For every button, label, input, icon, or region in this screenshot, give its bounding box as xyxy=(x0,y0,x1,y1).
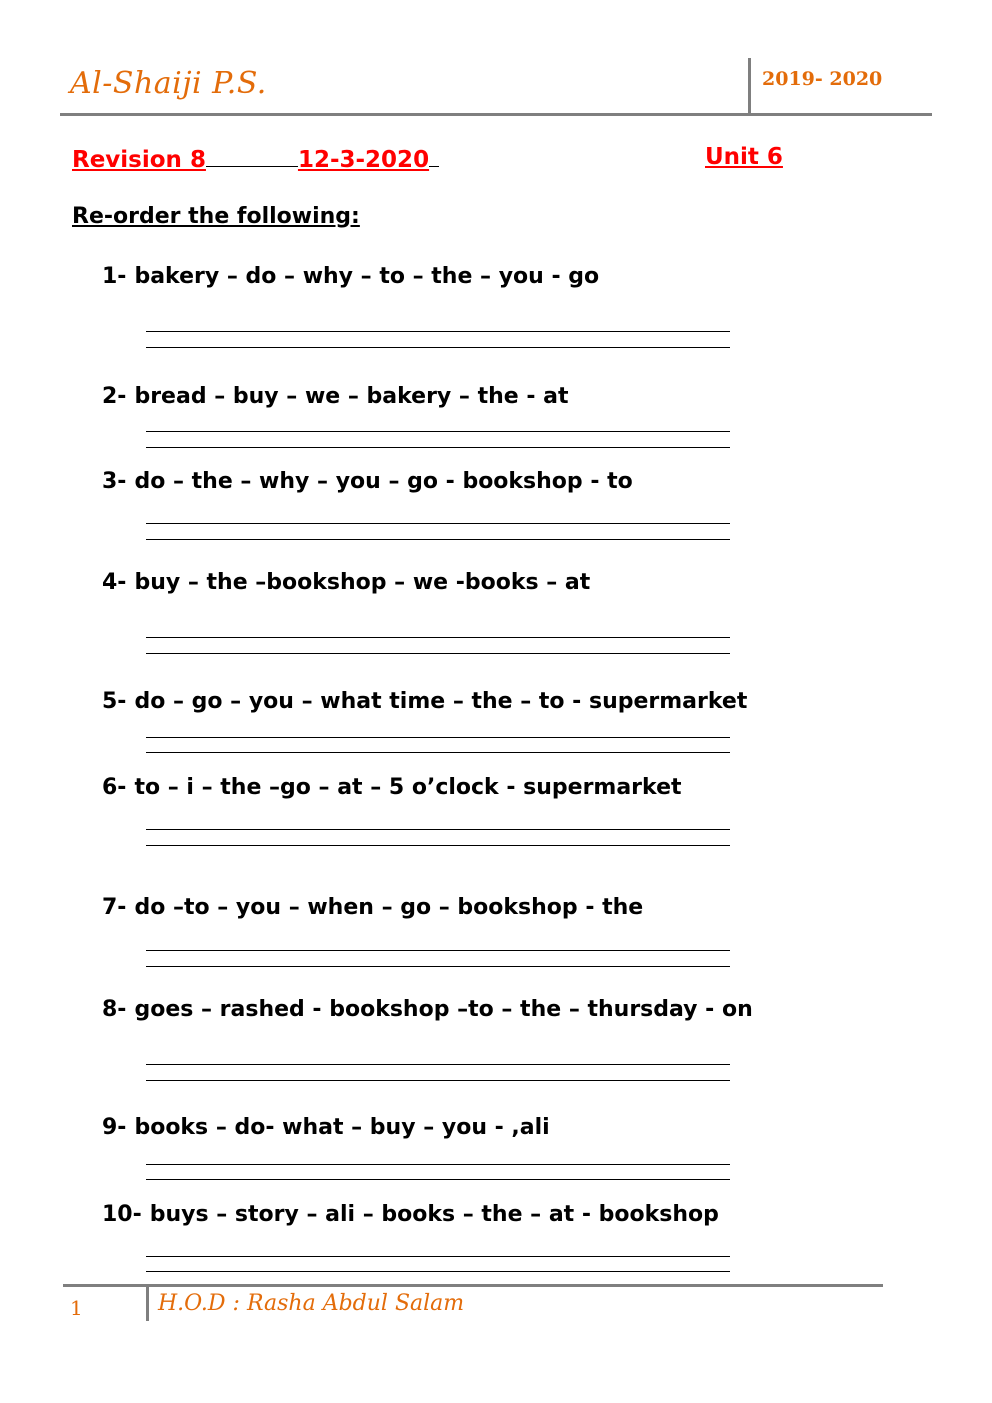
question-item xyxy=(102,997,753,1022)
question-number: 8- xyxy=(102,997,127,1022)
footer-divider xyxy=(146,1287,149,1321)
question-text: bread – buy – we – bakery – the - at xyxy=(134,384,569,409)
header-rule xyxy=(60,113,932,116)
question-text: buys – story – ali – books – the – at - bookshop xyxy=(149,1202,719,1227)
question-number: 2- xyxy=(102,384,127,409)
question-item xyxy=(102,775,682,800)
answer-line[interactable] xyxy=(146,523,730,524)
question-item xyxy=(102,895,643,920)
revision-row xyxy=(72,144,439,173)
answer-line[interactable] xyxy=(146,1064,730,1065)
school-name: Al-Shaiji P.S. xyxy=(70,66,267,101)
hod-signature: H.O.D : Rasha Abdul Salam xyxy=(158,1291,465,1316)
instruction-heading: Re-order the following: xyxy=(72,204,360,229)
unit-label: Unit 6 xyxy=(705,144,783,170)
question-text: goes – rashed - bookshop –to – the – thursday - on xyxy=(134,997,753,1022)
answer-line[interactable] xyxy=(146,1164,730,1165)
answer-line[interactable] xyxy=(146,950,730,951)
question-number: 4- xyxy=(102,570,127,595)
footer-rule xyxy=(63,1284,883,1287)
answer-line[interactable] xyxy=(146,1179,730,1180)
revision-gap-line xyxy=(206,144,298,167)
question-item xyxy=(102,570,590,595)
answer-line[interactable] xyxy=(146,829,730,830)
answer-line[interactable] xyxy=(146,1271,730,1272)
question-text: do – go – you – what time – the – to - supermarket xyxy=(134,689,748,714)
question-text: buy – the –bookshop – we -books – at xyxy=(134,570,591,595)
header-divider xyxy=(748,58,751,114)
question-number: 1- xyxy=(102,264,127,289)
question-text: do – the – why – you – go - bookshop - to xyxy=(134,469,633,494)
question-number: 6- xyxy=(102,775,127,800)
academic-year: 2019- 2020 xyxy=(762,68,883,90)
question-number: 10- xyxy=(102,1202,142,1227)
answer-line[interactable] xyxy=(146,752,730,753)
answer-line[interactable] xyxy=(146,637,730,638)
answer-line[interactable] xyxy=(146,653,730,654)
answer-line[interactable] xyxy=(146,347,730,348)
question-item xyxy=(102,384,569,409)
question-text: bakery – do – why – to – the – you - go xyxy=(134,264,600,289)
answer-line[interactable] xyxy=(146,1080,730,1081)
revision-date: 12-3-2020 xyxy=(297,147,430,173)
question-number: 5- xyxy=(102,689,127,714)
answer-line[interactable] xyxy=(146,539,730,540)
answer-line[interactable] xyxy=(146,331,730,332)
question-item xyxy=(102,469,633,494)
answer-line[interactable] xyxy=(146,737,730,738)
answer-line[interactable] xyxy=(146,966,730,967)
question-text: to – i – the –go – at – 5 o’clock - supermarket xyxy=(134,775,682,800)
answer-line[interactable] xyxy=(146,845,730,846)
answer-line[interactable] xyxy=(146,431,730,432)
page-number: 1 xyxy=(70,1296,83,1320)
question-item xyxy=(102,264,599,289)
question-text: books – do- what – buy – you - ,ali xyxy=(134,1115,550,1140)
answer-line[interactable] xyxy=(146,1256,730,1257)
question-text: do –to – you – when – go – bookshop - the xyxy=(134,895,644,920)
question-number: 3- xyxy=(102,469,127,494)
question-number: 9- xyxy=(102,1115,127,1140)
question-item xyxy=(102,1202,719,1227)
question-item xyxy=(102,1115,550,1140)
question-item xyxy=(102,689,747,714)
revision-title: Revision 8 xyxy=(72,147,206,173)
question-number: 7- xyxy=(102,895,127,920)
answer-line[interactable] xyxy=(146,447,730,448)
revision-gap-line-end xyxy=(429,144,439,167)
